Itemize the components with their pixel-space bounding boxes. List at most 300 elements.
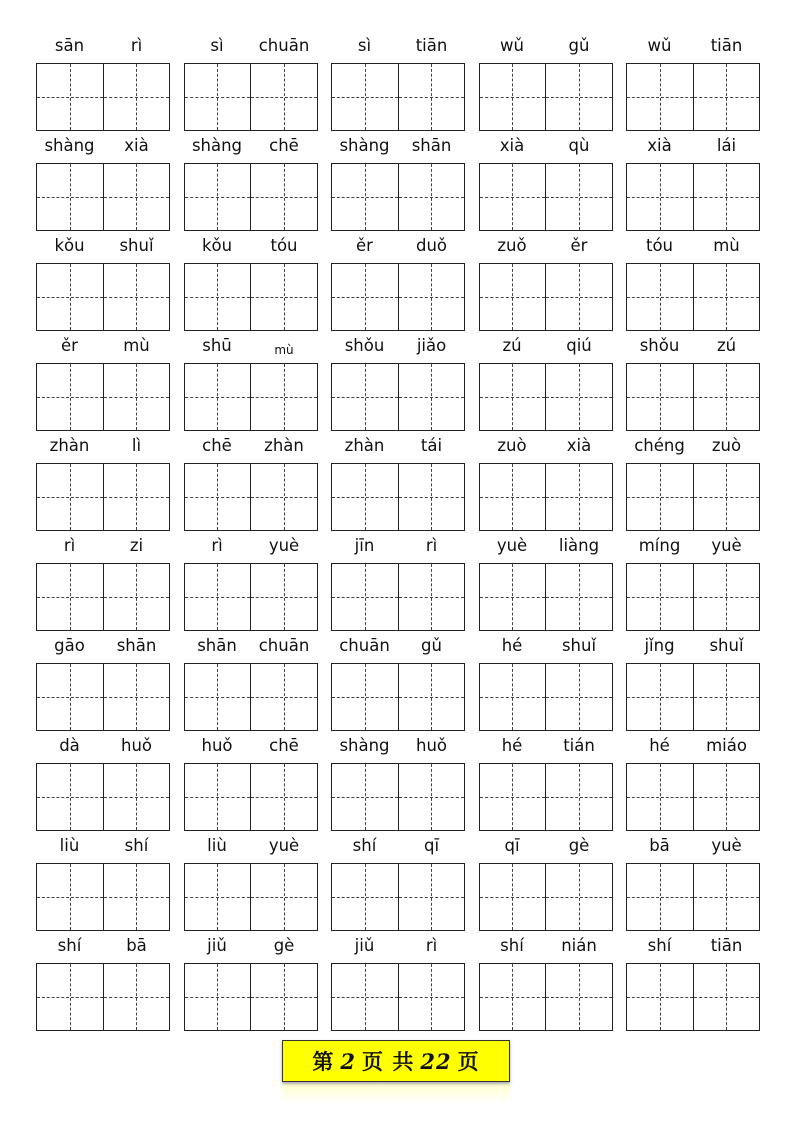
- tianzige-cell[interactable]: [37, 864, 103, 930]
- pinyin-label: shàng: [339, 736, 390, 755]
- pinyin-label: kǒu: [201, 236, 233, 255]
- word-block: [626, 132, 760, 232]
- writing-grid: [184, 563, 318, 631]
- pinyin-label: sì: [357, 36, 372, 55]
- pinyin-label: zhàn: [344, 436, 385, 455]
- writing-grid: [626, 263, 760, 331]
- tianzige-cell[interactable]: [693, 164, 760, 230]
- pinyin-label: miáo: [706, 736, 747, 755]
- pinyin-label: míng: [638, 536, 681, 555]
- tianzige-cell[interactable]: [332, 164, 398, 230]
- word-block: [36, 332, 170, 432]
- word-block: [331, 32, 465, 132]
- writing-grid: [626, 663, 760, 731]
- tianzige-cell[interactable]: [545, 864, 612, 930]
- tianzige-cell[interactable]: [627, 764, 693, 830]
- pinyin-label: chuān: [339, 636, 390, 655]
- pinyin-label: liù: [59, 836, 80, 855]
- pinyin-label: rì: [425, 536, 438, 555]
- tianzige-cell[interactable]: [480, 364, 546, 430]
- word-block: [36, 632, 170, 732]
- tianzige-cell[interactable]: [398, 164, 465, 230]
- pinyin-label: chē: [202, 436, 232, 455]
- writing-grid: [626, 963, 760, 1031]
- tianzige-cell[interactable]: [37, 564, 103, 630]
- tianzige-cell[interactable]: [103, 564, 170, 630]
- pinyin-label: qiú: [566, 336, 592, 355]
- tianzige-cell[interactable]: [185, 164, 251, 230]
- tianzige-cell[interactable]: [37, 164, 103, 230]
- tianzige-cell[interactable]: [332, 564, 398, 630]
- tianzige-cell[interactable]: [480, 164, 546, 230]
- tianzige-cell[interactable]: [332, 464, 398, 530]
- writing-grid: [184, 63, 318, 131]
- pinyin-label: hé: [501, 636, 523, 655]
- tianzige-cell[interactable]: [250, 364, 317, 430]
- pinyin-label: sān: [54, 36, 85, 55]
- pinyin-label: gè: [273, 936, 295, 955]
- pinyin-label: shān: [197, 636, 237, 655]
- tianzige-cell[interactable]: [37, 464, 103, 530]
- worksheet-row: [36, 832, 760, 932]
- tianzige-cell[interactable]: [693, 864, 760, 930]
- tianzige-cell[interactable]: [37, 64, 103, 130]
- tianzige-cell[interactable]: [545, 964, 612, 1030]
- word-block: [479, 32, 613, 132]
- writing-grid: [331, 563, 465, 631]
- pinyin-label: duǒ: [415, 236, 448, 255]
- word-block: [36, 132, 170, 232]
- word-block: [479, 732, 613, 832]
- writing-grid: [36, 63, 170, 131]
- pinyin-label: shí: [647, 936, 672, 955]
- writing-grid: [36, 663, 170, 731]
- tianzige-cell[interactable]: [480, 464, 546, 530]
- pinyin-label: yuè: [268, 836, 300, 855]
- writing-grid: [331, 363, 465, 431]
- tianzige-cell[interactable]: [480, 764, 546, 830]
- pinyin-label: shǒu: [639, 336, 680, 355]
- tianzige-cell[interactable]: [250, 564, 317, 630]
- tianzige-cell[interactable]: [480, 864, 546, 930]
- pinyin-label: jiǔ: [354, 936, 375, 955]
- pinyin-label: mù: [713, 236, 740, 255]
- writing-grid: [36, 963, 170, 1031]
- writing-grid: [331, 263, 465, 331]
- pinyin-label: zú: [716, 336, 737, 355]
- worksheet-row: [36, 232, 760, 332]
- pinyin-label: mù: [274, 343, 294, 357]
- writing-grid: [626, 63, 760, 131]
- pinyin-label: qù: [568, 136, 590, 155]
- tianzige-cell[interactable]: [250, 264, 317, 330]
- writing-grid: [479, 163, 613, 231]
- word-block: [36, 932, 170, 1032]
- tianzige-cell[interactable]: [185, 364, 251, 430]
- tianzige-cell[interactable]: [627, 864, 693, 930]
- tianzige-cell[interactable]: [332, 664, 398, 730]
- writing-grid: [184, 363, 318, 431]
- pinyin-label: wǔ: [500, 36, 524, 55]
- worksheet-row: [36, 132, 760, 232]
- word-block: [184, 32, 318, 132]
- tianzige-cell[interactable]: [398, 764, 465, 830]
- tianzige-cell[interactable]: [545, 464, 612, 530]
- pinyin-label: shǒu: [344, 336, 385, 355]
- worksheet-row: [36, 932, 760, 1032]
- page-prefix: 第: [312, 1049, 335, 1074]
- pinyin-label: qī: [423, 836, 440, 855]
- word-block: [331, 932, 465, 1032]
- word-block: [626, 232, 760, 332]
- word-block: [184, 532, 318, 632]
- pinyin-label: shān: [116, 636, 157, 655]
- tianzige-cell[interactable]: [332, 264, 398, 330]
- pinyin-label: sì: [210, 36, 224, 55]
- pinyin-label: chuān: [258, 36, 310, 55]
- pinyin-label: tiān: [710, 936, 743, 955]
- tianzige-cell[interactable]: [545, 64, 612, 130]
- writing-grid: [331, 863, 465, 931]
- writing-grid: [479, 963, 613, 1031]
- writing-grid: [626, 863, 760, 931]
- word-block: [626, 32, 760, 132]
- tianzige-cell[interactable]: [185, 464, 251, 530]
- tianzige-cell[interactable]: [627, 664, 693, 730]
- writing-grid: [36, 163, 170, 231]
- writing-grid: [479, 263, 613, 331]
- writing-grid: [626, 463, 760, 531]
- tianzige-cell[interactable]: [545, 164, 612, 230]
- word-block: [479, 932, 613, 1032]
- pinyin-label: chē: [269, 136, 299, 155]
- tianzige-cell[interactable]: [480, 664, 546, 730]
- word-block: [331, 732, 465, 832]
- pinyin-label: nián: [561, 936, 597, 955]
- pinyin-label: zú: [502, 336, 522, 355]
- word-block: [479, 332, 613, 432]
- pinyin-label: huǒ: [415, 736, 447, 755]
- tianzige-cell[interactable]: [398, 464, 465, 530]
- pinyin-label: bā: [649, 836, 670, 855]
- pinyin-label: gāo: [54, 636, 85, 655]
- pinyin-label: yuè: [496, 536, 528, 555]
- tianzige-cell[interactable]: [332, 64, 398, 130]
- tianzige-cell[interactable]: [398, 264, 465, 330]
- word-block: [184, 232, 318, 332]
- pinyin-label: shàng: [191, 136, 243, 155]
- pinyin-label: shí: [124, 836, 149, 855]
- pinyin-label: ěr: [356, 236, 373, 255]
- tianzige-cell[interactable]: [693, 564, 760, 630]
- pinyin-label: ěr: [570, 236, 588, 255]
- word-block: [479, 632, 613, 732]
- tianzige-cell[interactable]: [480, 64, 546, 130]
- writing-grid: [331, 763, 465, 831]
- pinyin-label: gǔ: [568, 36, 590, 55]
- word-block: [626, 532, 760, 632]
- tianzige-cell[interactable]: [103, 364, 170, 430]
- tianzige-cell[interactable]: [103, 964, 170, 1030]
- tianzige-cell[interactable]: [332, 764, 398, 830]
- pinyin-label: yuè: [711, 836, 742, 855]
- pinyin-label: shàng: [339, 136, 390, 155]
- writing-grid: [331, 163, 465, 231]
- writing-grid: [626, 163, 760, 231]
- tianzige-cell[interactable]: [398, 564, 465, 630]
- pinyin-label: shí: [500, 936, 524, 955]
- pinyin-label: tián: [563, 736, 595, 755]
- tianzige-cell[interactable]: [103, 164, 170, 230]
- tianzige-cell[interactable]: [332, 964, 398, 1030]
- pinyin-label: zuò: [497, 436, 527, 455]
- pinyin-label: qī: [504, 836, 520, 855]
- word-block: [36, 732, 170, 832]
- word-block: [184, 832, 318, 932]
- tianzige-cell[interactable]: [545, 264, 612, 330]
- pinyin-label: liù: [207, 836, 227, 855]
- worksheet-row: [36, 432, 760, 532]
- writing-grid: [626, 563, 760, 631]
- writing-grid: [331, 663, 465, 731]
- pinyin-label: chuān: [258, 636, 310, 655]
- writing-grid: [36, 563, 170, 631]
- pinyin-label: xià: [499, 136, 525, 155]
- word-block: [626, 732, 760, 832]
- tianzige-cell[interactable]: [250, 164, 317, 230]
- pinyin-label: tóu: [645, 236, 674, 255]
- tianzige-cell[interactable]: [627, 164, 693, 230]
- tianzige-cell[interactable]: [398, 964, 465, 1030]
- tianzige-cell[interactable]: [37, 764, 103, 830]
- pinyin-label: mù: [123, 336, 150, 355]
- word-block: [36, 432, 170, 532]
- pinyin-label: shuǐ: [709, 636, 744, 655]
- page-middle-text: 页 共: [362, 1049, 415, 1074]
- pinyin-label: zhàn: [264, 436, 304, 455]
- pinyin-label: zuò: [711, 436, 742, 455]
- writing-grid: [184, 663, 318, 731]
- pinyin-label: tiān: [710, 36, 743, 55]
- word-block: [479, 832, 613, 932]
- writing-grid: [479, 363, 613, 431]
- pinyin-label: zhàn: [49, 436, 90, 455]
- tianzige-cell[interactable]: [103, 864, 170, 930]
- writing-grid: [36, 463, 170, 531]
- pinyin-label: rì: [211, 536, 223, 555]
- writing-grid: [331, 463, 465, 531]
- tianzige-cell[interactable]: [627, 364, 693, 430]
- tianzige-cell[interactable]: [693, 364, 760, 430]
- pinyin-label: rì: [425, 936, 438, 955]
- tianzige-cell[interactable]: [627, 564, 693, 630]
- tianzige-cell[interactable]: [103, 64, 170, 130]
- pinyin-label: xià: [647, 136, 672, 155]
- writing-grid: [479, 663, 613, 731]
- word-block: [184, 132, 318, 232]
- tianzige-cell[interactable]: [693, 64, 760, 130]
- writing-grid: [36, 863, 170, 931]
- pinyin-label: tóu: [270, 236, 298, 255]
- writing-grid: [184, 463, 318, 531]
- pinyin-label: chéng: [634, 436, 685, 455]
- word-block: [184, 432, 318, 532]
- tianzige-cell[interactable]: [250, 64, 317, 130]
- pinyin-label: zi: [129, 536, 144, 555]
- tianzige-cell[interactable]: [185, 764, 251, 830]
- pinyin-label: bā: [126, 936, 147, 955]
- pinyin-label: tái: [420, 436, 443, 455]
- tianzige-cell[interactable]: [37, 964, 103, 1030]
- pinyin-label: chē: [269, 736, 299, 755]
- tianzige-cell[interactable]: [103, 764, 170, 830]
- tianzige-cell[interactable]: [250, 664, 317, 730]
- tianzige-cell[interactable]: [332, 364, 398, 430]
- pinyin-label: rì: [63, 536, 76, 555]
- word-block: [184, 632, 318, 732]
- tianzige-cell[interactable]: [545, 664, 612, 730]
- writing-grid: [36, 763, 170, 831]
- writing-grid: [184, 163, 318, 231]
- tianzige-cell[interactable]: [398, 864, 465, 930]
- pinyin-label: shuǐ: [119, 236, 154, 255]
- tianzige-cell[interactable]: [185, 564, 251, 630]
- pinyin-label: zuǒ: [497, 236, 527, 255]
- tianzige-cell[interactable]: [693, 264, 760, 330]
- worksheet-row: [36, 632, 760, 732]
- tianzige-cell[interactable]: [250, 764, 317, 830]
- word-block: [331, 632, 465, 732]
- total-pages-number: 22: [420, 1048, 452, 1074]
- pinyin-label: shí: [352, 836, 377, 855]
- tianzige-cell[interactable]: [185, 264, 251, 330]
- tianzige-cell[interactable]: [185, 964, 251, 1030]
- tianzige-cell[interactable]: [693, 464, 760, 530]
- writing-grid: [479, 63, 613, 131]
- page-indicator: [282, 1040, 510, 1082]
- word-block: [626, 932, 760, 1032]
- writing-grid: [479, 863, 613, 931]
- pinyin-label: jiǎo: [416, 336, 447, 355]
- writing-grid: [331, 963, 465, 1031]
- word-block: [331, 132, 465, 232]
- tianzige-cell[interactable]: [480, 264, 546, 330]
- writing-grid: [184, 863, 318, 931]
- tianzige-cell[interactable]: [103, 664, 170, 730]
- writing-grid: [479, 463, 613, 531]
- tianzige-cell[interactable]: [398, 364, 465, 430]
- pinyin-label: xià: [566, 436, 592, 455]
- word-block: [36, 32, 170, 132]
- pinyin-label: shān: [411, 136, 452, 155]
- tianzige-cell[interactable]: [250, 864, 317, 930]
- pinyin-label: gè: [568, 836, 590, 855]
- tianzige-cell[interactable]: [693, 664, 760, 730]
- pinyin-label: yuè: [268, 536, 300, 555]
- footer-reflection: [282, 1084, 510, 1104]
- writing-grid: [184, 963, 318, 1031]
- pinyin-label: huǒ: [201, 736, 233, 755]
- tianzige-cell[interactable]: [627, 464, 693, 530]
- tianzige-cell[interactable]: [398, 664, 465, 730]
- word-block: [626, 432, 760, 532]
- pinyin-label: dà: [59, 736, 80, 755]
- word-block: [626, 632, 760, 732]
- word-block: [184, 732, 318, 832]
- word-block: [331, 532, 465, 632]
- tianzige-cell[interactable]: [545, 564, 612, 630]
- word-block: [36, 532, 170, 632]
- word-block: [331, 832, 465, 932]
- writing-grid: [626, 763, 760, 831]
- writing-grid: [36, 363, 170, 431]
- pinyin-label: shuǐ: [561, 636, 597, 655]
- writing-grid: [479, 563, 613, 631]
- tianzige-cell[interactable]: [627, 64, 693, 130]
- word-block: [479, 232, 613, 332]
- pinyin-label: wǔ: [647, 36, 672, 55]
- pinyin-label: xià: [124, 136, 149, 155]
- tianzige-cell[interactable]: [185, 64, 251, 130]
- word-block: [479, 532, 613, 632]
- tianzige-cell[interactable]: [37, 264, 103, 330]
- writing-grid: [479, 763, 613, 831]
- tianzige-cell[interactable]: [545, 764, 612, 830]
- word-block: [36, 832, 170, 932]
- writing-grid: [184, 263, 318, 331]
- tianzige-cell[interactable]: [480, 564, 546, 630]
- worksheet-row: [36, 332, 760, 432]
- tianzige-cell[interactable]: [693, 964, 760, 1030]
- tianzige-cell[interactable]: [250, 464, 317, 530]
- tianzige-cell[interactable]: [103, 264, 170, 330]
- writing-grid: [331, 63, 465, 131]
- word-block: [184, 332, 318, 432]
- tianzige-cell[interactable]: [332, 864, 398, 930]
- tianzige-cell[interactable]: [250, 964, 317, 1030]
- tianzige-cell[interactable]: [185, 864, 251, 930]
- pinyin-label: lì: [131, 436, 142, 455]
- tianzige-cell[interactable]: [627, 264, 693, 330]
- tianzige-cell[interactable]: [398, 64, 465, 130]
- pinyin-label: hé: [649, 736, 670, 755]
- word-block: [36, 232, 170, 332]
- tianzige-cell[interactable]: [627, 964, 693, 1030]
- pinyin-label: yuè: [711, 536, 742, 555]
- word-block: [184, 932, 318, 1032]
- pinyin-label: rì: [130, 36, 143, 55]
- word-block: [331, 332, 465, 432]
- pinyin-label: tiān: [415, 36, 448, 55]
- tianzige-cell[interactable]: [693, 764, 760, 830]
- pinyin-label: jǐng: [644, 636, 675, 655]
- tianzige-cell[interactable]: [103, 464, 170, 530]
- worksheet-row: [36, 32, 760, 132]
- tianzige-cell[interactable]: [480, 964, 546, 1030]
- pinyin-label: shū: [202, 336, 232, 355]
- pinyin-label: jīn: [354, 536, 375, 555]
- pinyin-label: kǒu: [54, 236, 85, 255]
- current-page-number: 2: [340, 1048, 357, 1074]
- writing-grid: [626, 363, 760, 431]
- word-block: [331, 232, 465, 332]
- tianzige-cell[interactable]: [37, 364, 103, 430]
- pinyin-label: gǔ: [421, 636, 442, 655]
- tianzige-cell[interactable]: [545, 364, 612, 430]
- pinyin-label: ěr: [61, 336, 78, 355]
- tianzige-cell[interactable]: [185, 664, 251, 730]
- tianzige-cell[interactable]: [37, 664, 103, 730]
